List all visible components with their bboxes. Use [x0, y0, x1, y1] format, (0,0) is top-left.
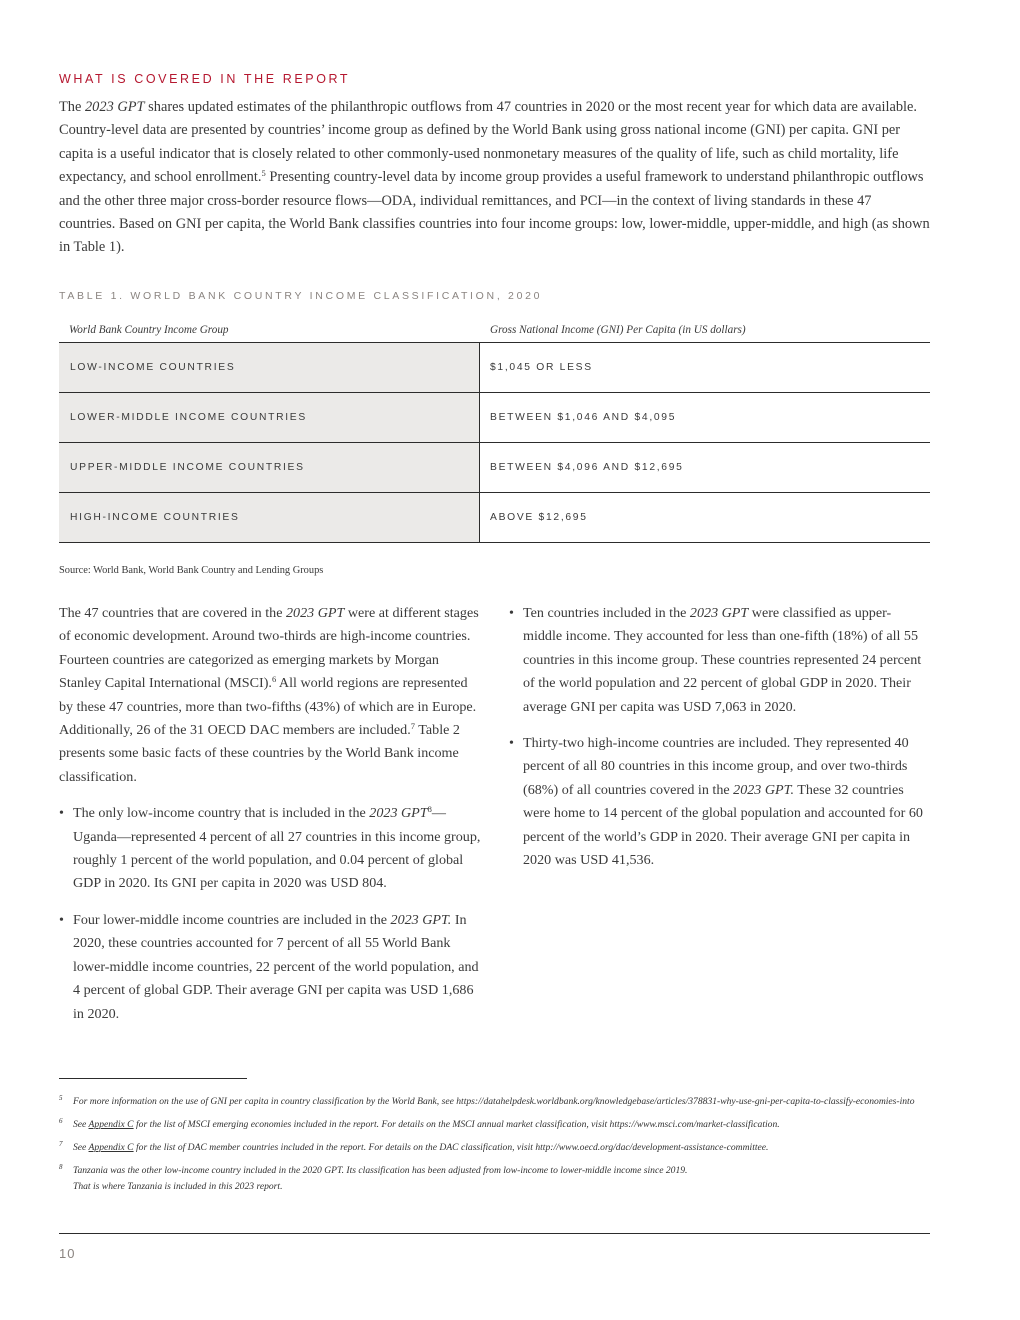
table-row: [59, 443, 930, 493]
bullet-upper-middle-income: • Ten countries included in the 2023 GPT were classified as upper-middle income. They accounted for less than one-fifth (18%) of all 55 countries in this income group. These countries represented 24 percent of the world population and 22 percent of global GDP in 2020. Their average GNI per capita was USD 7,063 in 2020.: [509, 602, 930, 719]
table-row: [59, 343, 930, 393]
footnote: 8 Tanzania was the other low-income country included in the 2020 GPT. Its classification has been adjusted from low-income to lower-middle income since 2019. That is where Tanzania is included in this 2023 report.: [59, 1163, 930, 1194]
report-title: 2023 GPT: [84, 99, 145, 115]
table-source: Source: World Bank, World Bank Country and Lending Groups: [59, 565, 324, 576]
footnote-divider: [59, 1078, 247, 1079]
appendix-c-link[interactable]: Appendix C: [88, 1119, 134, 1131]
table-header: [59, 320, 930, 342]
footnote: 5 For more information on the use of GNI per capita in country classification by the World Bank, see https://datahelpdesk.worldbank.org/knowledgebase/articles/378831-why-use-gni-per-capita-to-classify-economies-into: [59, 1094, 930, 1110]
table-row: [59, 493, 930, 543]
bullet-lower-middle-income: • Four lower-middle income countries are included in the 2023 GPT. In 2020, these countries accounted for 7 percent of all 55 World Bank lower-middle income countries, 22 percent of the world population, and 4 percent of global GDP. Their average GNI per capita was USD 1,686 in 2020.: [59, 909, 484, 1026]
section-heading: WHAT IS COVERED IN THE REPORT: [59, 72, 351, 86]
right-column: [509, 602, 930, 872]
table-title: TABLE 1. WORLD BANK COUNTRY INCOME CLASSIFICATION, 2020: [59, 290, 543, 302]
bullet-dot: •: [59, 805, 64, 822]
income-group-cell: UPPER-MIDDLE INCOME COUNTRIES: [70, 462, 305, 473]
left-column: [59, 602, 484, 1026]
footnote: 7 See Appendix C for the list of DAC member countries included in the report. For details on the DAC classification, visit http://www.oecd.org/dac/development-assistance-committee.: [59, 1140, 930, 1156]
bullet-high-income: • Thirty-two high-income countries are included. They represented 40 percent of all 80 countries in this income group, and over two-thirds (68%) of all countries covered in the 2023 GPT. These 32 countries were home to 14 percent of the global population and accounted for 60 percent of the world’s GDP in 2020. Their average GNI per capita in 2020 was USD 41,536.: [509, 732, 930, 872]
intro-paragraph: The 2023 GPT shares updated estimates of the philanthropic outflows from 47 countries in 2020 or the most recent year for which data are available. Country-level data are presented by countries’ income group as defined by the World Bank using gross national income (GNI) per capita. GNI per capita is a useful indicator that is closely related to other commonly-used nonmonetary measures of the quality of life, such as child mortality, life expectancy, and school enrollment.$^5$ Presenting country-level data by income group provides a useful framework to understand philanthropic outflows and the other three major cross-border resource flows—ODA, individual remittances, and PCI—in the context of living standards in these 47 countries. Based on GNI per capita, the World Bank classifies countries into four income groups: low, lower-middle, upper-middle, and high (as shown in Table 1).: [59, 99, 930, 256]
income-group-cell: LOW-INCOME COUNTRIES: [70, 362, 236, 373]
bullet-dot: •: [509, 735, 514, 752]
appendix-c-link[interactable]: Appendix C: [88, 1142, 134, 1154]
overview-paragraph: The 47 countries that are covered in the 2023 GPT were at different stages of economic development. Around two-thirds are high-income countries. Fourteen countries are categorized as emerging markets by Morgan Stanley Capital International (MSCI).$^6$ All world regions are represented by these 47 countries, more than two-fifths (43%) of which are in Europe. Additionally, 26 of the 31 OECD DAC members are included.$^7$ Table 2 presents some basic facts of these countries by the World Bank income classification.: [59, 605, 479, 785]
page-footer-divider: [59, 1233, 930, 1234]
table-row: [59, 393, 930, 443]
footnotes: [59, 1094, 930, 1202]
table-header-gni: Gross National Income (GNI) Per Capita (in US dollars): [490, 324, 746, 336]
footnote-ref[interactable]: 8: [427, 804, 432, 815]
footnote: 6 See Appendix C for the list of MSCI emerging economies included in the report. For details on the MSCI annual market classification, visit https://www.msci.com/market-classification.: [59, 1117, 930, 1133]
footnote-number: 7: [59, 1140, 63, 1149]
gni-cell: ABOVE $12,695: [490, 512, 588, 523]
footnote-number: 6: [59, 1117, 63, 1126]
page-number: 10: [59, 1246, 76, 1261]
footnote-ref[interactable]: 7: [410, 721, 416, 732]
bullet-low-income: • The only low-income country that is included in the 2023 GPT$^8$—Uganda—represented 4 percent of all 27 countries in this income group, roughly 1 percent of the world population, and 0.04 percent of global GDP in 2020. Its GNI per capita in 2020 was USD 804.: [59, 804, 481, 892]
footnote-number: 5: [59, 1094, 63, 1102]
footnote-ref[interactable]: 5: [261, 168, 266, 179]
footnote-ref[interactable]: 6: [271, 674, 277, 685]
income-group-cell: LOWER-MIDDLE INCOME COUNTRIES: [70, 412, 307, 423]
income-group-cell: HIGH-INCOME COUNTRIES: [70, 512, 240, 523]
bullet-dot: •: [509, 605, 514, 621]
gni-cell: $1,045 OR LESS: [490, 362, 593, 373]
income-classification-table: [59, 342, 930, 543]
table-header-income-group: World Bank Country Income Group: [69, 324, 229, 336]
bullet-dot: •: [59, 911, 64, 928]
footnote-number: 8: [59, 1163, 63, 1172]
gni-cell: BETWEEN $4,096 AND $12,695: [490, 462, 684, 473]
gni-cell: BETWEEN $1,046 AND $4,095: [490, 412, 677, 423]
